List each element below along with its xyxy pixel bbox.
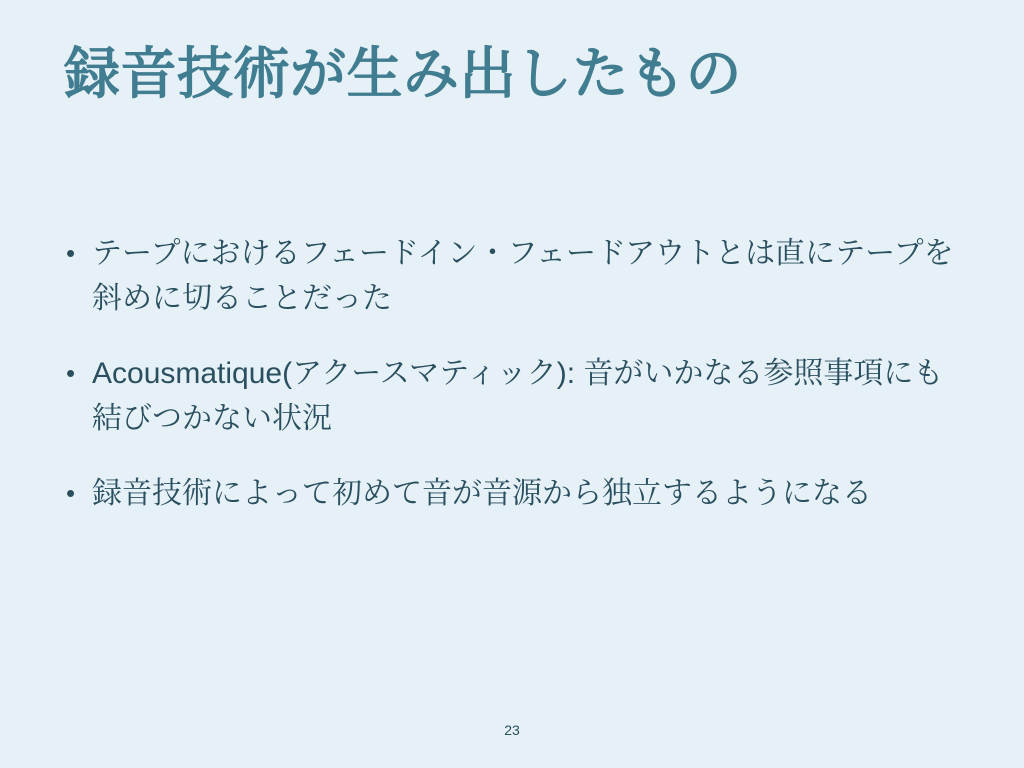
bullet-2-line-1: Acousmatique(アクースマティック): 音がいかなる参照事項にも xyxy=(92,357,944,390)
bullet-1-line-1: テープにおけるフェードイン・フェードアウトとは直にテープを xyxy=(92,237,954,270)
bullet-icon: • xyxy=(66,238,76,268)
bullet-3-line-1: 録音技術によって初めて音が音源から独立するようになる xyxy=(92,477,872,510)
bullet-1-line-2: 斜めに切ることだった xyxy=(92,282,392,315)
bullet-list xyxy=(66,231,966,546)
bullet-2-line-2: 結びつかない状況 xyxy=(92,402,332,435)
page-number: 23 xyxy=(504,722,520,738)
bullet-item-1 xyxy=(66,231,966,321)
bullet-text-1 xyxy=(92,231,966,321)
bullet-text-2 xyxy=(92,351,966,441)
bullet-item-2 xyxy=(66,351,966,441)
slide-title: 録音技術が生み出したもの xyxy=(64,42,742,105)
bullet-item-3 xyxy=(66,471,966,516)
bullet-icon: • xyxy=(66,358,76,388)
bullet-icon: • xyxy=(66,478,76,508)
bullet-text-3 xyxy=(92,471,966,516)
